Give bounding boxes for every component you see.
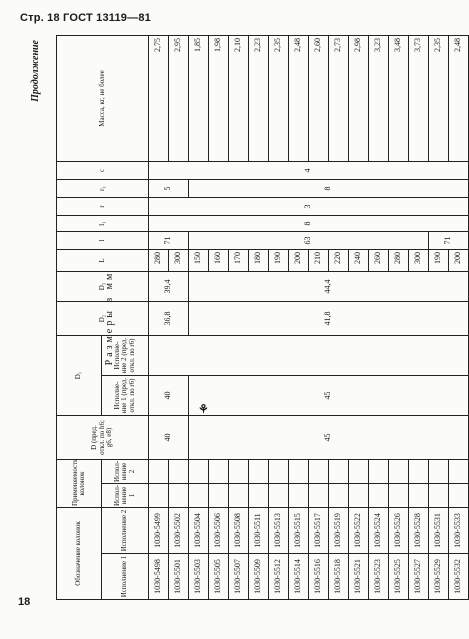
mass-cell: 2,35 xyxy=(269,36,289,162)
appl1-cell xyxy=(429,484,449,508)
L-cell: 280 xyxy=(149,250,169,272)
mass-cell: 2,48 xyxy=(289,36,309,162)
appl2-cell xyxy=(149,460,169,484)
appl2-cell xyxy=(449,460,469,484)
appl1-cell xyxy=(409,484,429,508)
mass-cell: 1,98 xyxy=(209,36,229,162)
appl2-cell xyxy=(409,460,429,484)
variant1-cell: 1030-5532 xyxy=(449,554,469,600)
appl2-cell xyxy=(429,460,449,484)
variant2-cell: 1030-5519 xyxy=(329,508,349,554)
appl2-cell xyxy=(209,460,229,484)
mass-cell: 2,35 xyxy=(429,36,449,162)
appl1-cell xyxy=(289,484,309,508)
appl1-cell xyxy=(309,484,329,508)
ornament-mark: ⚘ xyxy=(198,402,209,416)
variant1-cell: 1030-5529 xyxy=(429,554,449,600)
appl2-cell xyxy=(169,460,189,484)
D1-var1-value: 40 xyxy=(149,376,189,416)
mass-cell: 3,73 xyxy=(409,36,429,162)
variant1-cell: 1030-5509 xyxy=(249,554,269,600)
table-row xyxy=(149,36,169,600)
l1-header: l₁ xyxy=(57,216,149,232)
appl2-cell xyxy=(389,460,409,484)
D1-var1-header: Исполне-ние 1 (пред. откл. по r6) xyxy=(102,376,149,416)
D1-var2-empty xyxy=(149,336,469,376)
D-value: 40 xyxy=(149,416,189,460)
L-cell: 150 xyxy=(189,250,209,272)
D-value: 45 xyxy=(189,416,469,460)
variant1-cell: 1030-5516 xyxy=(309,554,329,600)
variant2-cell: 1030-5522 xyxy=(349,508,369,554)
variant2-cell: 1030-5531 xyxy=(429,508,449,554)
mass-cell: 3,23 xyxy=(369,36,389,162)
page-header: Стр. 18 ГОСТ 13119—81 xyxy=(20,12,151,24)
r1-header: r₁ xyxy=(57,180,149,198)
D2-value: 41,8 xyxy=(189,302,469,336)
variant1-cell: 1030-5523 xyxy=(369,554,389,600)
mass-cell: 2,10 xyxy=(229,36,249,162)
mass-cell: 2,60 xyxy=(309,36,329,162)
appl1-cell xyxy=(189,484,209,508)
variant1-cell: 1030-5527 xyxy=(409,554,429,600)
r1-value: 8 xyxy=(189,180,469,198)
appl1-cell xyxy=(329,484,349,508)
variant1-cell: 1030-5505 xyxy=(209,554,229,600)
variant1-cell: 1030-5518 xyxy=(329,554,349,600)
D1-var1-value: 45 xyxy=(189,376,469,416)
appl2-cell xyxy=(289,460,309,484)
L-cell: 170 xyxy=(229,250,249,272)
page-number: 18 xyxy=(18,596,31,608)
mass-cell: 1,85 xyxy=(189,36,209,162)
L-cell: 180 xyxy=(249,250,269,272)
variant2-cell: 1030-5515 xyxy=(289,508,309,554)
dimensions-table xyxy=(56,35,469,600)
variant2-cell: 1030-5533 xyxy=(449,508,469,554)
mass-cell: 2,98 xyxy=(349,36,369,162)
mass-cell: 2,23 xyxy=(249,36,269,162)
c-header: c xyxy=(57,162,149,180)
D2-header: D₂ xyxy=(57,302,149,336)
L-cell: 220 xyxy=(329,250,349,272)
mass-cell: 2,48 xyxy=(449,36,469,162)
variant2-cell: 1030-5524 xyxy=(369,508,389,554)
L-header: L xyxy=(57,250,149,272)
variant1-cell: 1030-5514 xyxy=(289,554,309,600)
variant1-cell: 1030-5521 xyxy=(349,554,369,600)
variant1-cell: 1030-5507 xyxy=(229,554,249,600)
D3-value: 44,4 xyxy=(189,272,469,302)
variant2-cell: 1030-5517 xyxy=(309,508,329,554)
variant1-cell: 1030-5498 xyxy=(149,554,169,600)
r-value: 3 xyxy=(149,198,469,216)
D3-value: 39,4 xyxy=(149,272,189,302)
appl1-cell xyxy=(209,484,229,508)
appl2-cell xyxy=(249,460,269,484)
variant1-cell: 1030-5503 xyxy=(189,554,209,600)
mass-cell: 2,95 xyxy=(169,36,189,162)
L-cell: 200 xyxy=(449,250,469,272)
variant2-cell: 1030-5508 xyxy=(229,508,249,554)
appl2-cell xyxy=(349,460,369,484)
D1-header: D₁ xyxy=(57,336,102,416)
D3-header: D₃ xyxy=(57,272,149,302)
variant2-cell: 1030-5499 xyxy=(149,508,169,554)
appl1-cell xyxy=(449,484,469,508)
appl2-cell xyxy=(229,460,249,484)
variant1-cell: 1030-5525 xyxy=(389,554,409,600)
designation-header: Обозначение колонок xyxy=(57,508,102,600)
mass-cell: 3,48 xyxy=(389,36,409,162)
variant2-cell: 1030-5502 xyxy=(169,508,189,554)
mass-cell: 2,75 xyxy=(149,36,169,162)
variant1-cell: 1030-5512 xyxy=(269,554,289,600)
appl2-header: Испол-нение 2 xyxy=(102,460,149,484)
L-cell: 160 xyxy=(209,250,229,272)
D-header: D (пред. откл. по h6; g6, e8) xyxy=(57,416,149,460)
L-cell: 300 xyxy=(409,250,429,272)
variant2-cell: 1030-5506 xyxy=(209,508,229,554)
D1-var2-header: Исполне-ние 2 (пред. откл. по r6) xyxy=(102,336,149,376)
l-value: 63 xyxy=(189,232,429,250)
appl2-cell xyxy=(329,460,349,484)
L-cell: 190 xyxy=(429,250,449,272)
variant2-cell: 1030-5513 xyxy=(269,508,289,554)
mass-cell: 2,73 xyxy=(329,36,349,162)
appl1-cell xyxy=(229,484,249,508)
variant2-cell: 1030-5511 xyxy=(249,508,269,554)
appl1-header: Испол-нение 1 xyxy=(102,484,149,508)
appl1-cell xyxy=(269,484,289,508)
variant2-cell: 1030-5528 xyxy=(409,508,429,554)
l-value: 71 xyxy=(149,232,189,250)
rotated-table-block xyxy=(30,36,463,600)
variant2-header: Исполнение 2 xyxy=(102,508,149,554)
variant1-header: Исполнение 1 xyxy=(102,554,149,600)
appl2-cell xyxy=(309,460,329,484)
applicability-header: Применяемость колонок xyxy=(57,460,102,508)
L-cell: 240 xyxy=(349,250,369,272)
l-value: 71 xyxy=(429,232,469,250)
l-header: l xyxy=(57,232,149,250)
c-value: 4 xyxy=(149,162,469,180)
appl1-cell xyxy=(169,484,189,508)
L-cell: 200 xyxy=(289,250,309,272)
variant1-cell: 1030-5501 xyxy=(169,554,189,600)
l1-value: 8 xyxy=(149,216,469,232)
appl1-cell xyxy=(389,484,409,508)
continuation-label: Продолжение xyxy=(30,40,41,102)
r-header: r xyxy=(57,198,149,216)
table-row xyxy=(189,36,209,600)
variant2-cell: 1030-5526 xyxy=(389,508,409,554)
D2-value: 36,8 xyxy=(149,302,189,336)
L-cell: 260 xyxy=(369,250,389,272)
sizes-label: Размеры в мм xyxy=(104,270,115,366)
L-cell: 190 xyxy=(269,250,289,272)
appl2-cell xyxy=(269,460,289,484)
L-cell: 210 xyxy=(309,250,329,272)
appl1-cell xyxy=(149,484,169,508)
appl1-cell xyxy=(249,484,269,508)
appl1-cell xyxy=(369,484,389,508)
L-cell: 300 xyxy=(169,250,189,272)
r1-value: 5 xyxy=(149,180,189,198)
mass-header: Масса, кг, не более xyxy=(57,36,149,162)
appl2-cell xyxy=(369,460,389,484)
appl1-cell xyxy=(349,484,369,508)
appl2-cell xyxy=(189,460,209,484)
variant2-cell: 1030-5504 xyxy=(189,508,209,554)
L-cell: 280 xyxy=(389,250,409,272)
